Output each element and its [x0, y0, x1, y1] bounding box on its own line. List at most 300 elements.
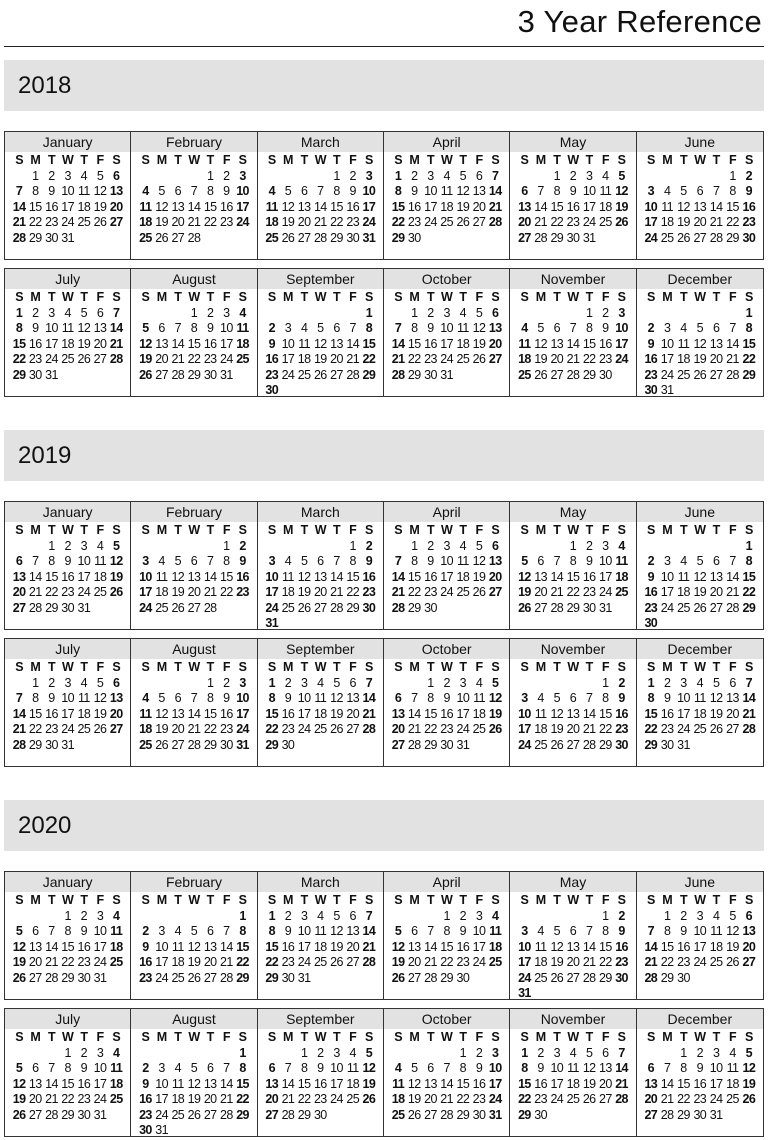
- day-cell: 22: [424, 722, 437, 736]
- day-cell: 27: [93, 352, 107, 366]
- weekday-header: T: [47, 153, 55, 167]
- day-cell: 14: [281, 1076, 295, 1091]
- day-cell: 11: [440, 184, 453, 198]
- day-cell: 20: [488, 569, 502, 584]
- day-cell: 19: [488, 706, 502, 721]
- day-cell: 30: [77, 1107, 91, 1122]
- day-cell: 24: [61, 215, 75, 229]
- day-cell: 25: [615, 585, 628, 599]
- day-cell: 9: [663, 691, 671, 705]
- month-february: [131, 132, 257, 259]
- day-cell: 11: [94, 554, 106, 568]
- weekday-header: T: [712, 1030, 720, 1044]
- day-cell: 13: [203, 939, 217, 954]
- day-cell: 26: [534, 367, 547, 382]
- day-cell: 17: [518, 955, 531, 969]
- month-january: [5, 132, 131, 259]
- day-cell: 13: [518, 199, 531, 214]
- day-cell: 7: [729, 321, 736, 335]
- day-cell: 5: [190, 1061, 198, 1075]
- day-cell: 5: [585, 1045, 593, 1060]
- day-cell: 7: [223, 1061, 230, 1075]
- day-cell: 22: [187, 352, 201, 366]
- day-cell: 19: [187, 955, 201, 969]
- day-cell: 6: [113, 168, 120, 183]
- empty-day: [280, 539, 296, 555]
- day-grid: [258, 152, 383, 246]
- day-cell: 31: [456, 737, 470, 752]
- day-cell: 19: [77, 336, 91, 351]
- day-grid: [258, 1029, 383, 1123]
- day-cell: 21: [28, 585, 42, 599]
- day-cell: 4: [394, 1061, 402, 1075]
- day-cell: 31: [220, 367, 233, 382]
- day-cell: 27: [566, 970, 580, 985]
- day-cell: 22: [440, 955, 454, 969]
- day-cell: 16: [281, 939, 295, 954]
- weekday-header: S: [267, 290, 276, 304]
- weekday-header: M: [409, 893, 420, 907]
- day-cell: 19: [550, 955, 564, 969]
- weekday-header: W: [441, 1030, 453, 1044]
- day-cell: 26: [709, 722, 723, 736]
- day-cell: 30: [644, 616, 658, 629]
- day-cell: 27: [518, 230, 531, 245]
- day-cell: 5: [745, 1045, 752, 1060]
- weekday-header: T: [47, 290, 55, 304]
- day-cell: 12: [93, 184, 107, 198]
- day-cell: 5: [696, 321, 703, 335]
- day-cell: 3: [64, 168, 71, 183]
- day-cell: 26: [12, 1107, 26, 1122]
- day-cell: 10: [362, 184, 376, 198]
- weekday-header: T: [585, 893, 593, 907]
- weekday-header: T: [206, 893, 214, 907]
- day-cell: 29: [599, 737, 612, 752]
- day-cell: 1: [602, 908, 609, 923]
- day-cell: 16: [456, 939, 470, 954]
- day-cell: 13: [550, 336, 564, 351]
- day-cell: 28: [391, 367, 405, 382]
- day-cell: 6: [394, 691, 402, 705]
- day-cell: 4: [618, 538, 625, 553]
- day-cell: 3: [521, 691, 528, 705]
- day-cell: 27: [203, 1107, 217, 1122]
- day-cell: 15: [61, 1076, 75, 1091]
- weekday-header: T: [206, 290, 214, 304]
- day-cell: 21: [566, 352, 580, 366]
- day-cell: 28: [742, 722, 756, 736]
- day-cell: 17: [93, 1076, 107, 1091]
- day-cell: 26: [472, 352, 486, 366]
- day-cell: 17: [61, 706, 75, 721]
- day-cell: 20: [28, 1092, 42, 1106]
- day-cell: 27: [171, 737, 185, 752]
- month-name: March: [258, 502, 383, 522]
- day-cell: 4: [443, 168, 450, 183]
- empty-day: [186, 676, 202, 692]
- day-cell: 23: [407, 215, 421, 229]
- empty-day: [264, 1046, 280, 1062]
- day-cell: 31: [61, 230, 75, 245]
- day-cell: 10: [265, 569, 279, 584]
- day-cell: 28: [660, 1107, 674, 1122]
- day-cell: 19: [155, 722, 168, 736]
- day-cell: 3: [618, 305, 625, 320]
- weekday-header: F: [601, 153, 609, 167]
- day-cell: 30: [139, 1123, 152, 1136]
- day-cell: 4: [459, 305, 467, 320]
- month-july: [5, 1009, 131, 1136]
- weekday-header: T: [712, 523, 720, 537]
- weekday-header: W: [694, 660, 706, 674]
- day-cell: 16: [599, 336, 612, 351]
- weekday-header: F: [728, 523, 737, 537]
- weekday-header: F: [601, 523, 609, 537]
- month-name: July: [5, 1009, 130, 1029]
- day-cell: 9: [349, 184, 356, 198]
- day-cell: 22: [582, 352, 596, 366]
- day-cell: 15: [677, 1076, 690, 1091]
- day-cell: 25: [313, 722, 327, 736]
- day-cell: 8: [48, 554, 55, 568]
- empty-day: [11, 1046, 27, 1062]
- month-name: September: [258, 1009, 383, 1029]
- day-cell: 11: [110, 1061, 123, 1075]
- day-cell: 27: [12, 600, 26, 615]
- day-cell: 5: [365, 1045, 373, 1060]
- day-cell: 19: [472, 336, 486, 351]
- day-cell: 12: [281, 199, 295, 214]
- day-cell: 9: [443, 691, 450, 705]
- day-cell: 19: [407, 1092, 421, 1106]
- day-cell: 12: [693, 336, 707, 351]
- day-cell: 21: [726, 585, 739, 599]
- day-cell: 18: [109, 939, 123, 954]
- day-cell: 10: [615, 321, 628, 335]
- day-cell: 22: [742, 352, 756, 366]
- day-cell: 23: [203, 352, 217, 366]
- day-cell: 5: [475, 538, 483, 553]
- day-cell: 6: [712, 554, 720, 568]
- day-cell: 9: [239, 554, 246, 568]
- day-cell: 11: [456, 321, 469, 335]
- weekday-header: S: [365, 660, 373, 674]
- day-cell: 12: [615, 184, 628, 198]
- day-cell: 23: [61, 585, 75, 599]
- day-cell: 27: [391, 737, 405, 752]
- day-cell: 11: [171, 939, 184, 954]
- day-cell: 27: [726, 722, 739, 736]
- day-cell: 26: [171, 600, 185, 615]
- day-cell: 6: [206, 1061, 214, 1075]
- day-cell: 24: [139, 600, 152, 615]
- month-february: [131, 872, 257, 999]
- day-cell: 24: [518, 970, 531, 985]
- empty-day: [708, 169, 724, 185]
- day-cell: 28: [171, 367, 185, 382]
- day-cell: 6: [647, 1061, 654, 1075]
- month-row: [4, 501, 764, 630]
- empty-day: [390, 1046, 406, 1062]
- weekday-header: W: [567, 1030, 579, 1044]
- day-cell: 24: [660, 600, 674, 615]
- day-cell: 13: [93, 321, 107, 335]
- weekday-header: W: [188, 523, 200, 537]
- day-cell: 29: [236, 970, 249, 985]
- day-cell: 21: [407, 722, 421, 736]
- day-cell: 18: [472, 706, 486, 721]
- empty-day: [692, 539, 708, 555]
- day-cell: 28: [582, 737, 596, 752]
- weekday-header: T: [47, 660, 55, 674]
- month-name: June: [637, 132, 763, 152]
- empty-day: [390, 539, 406, 555]
- day-cell: 25: [391, 1107, 405, 1122]
- day-cell: 3: [239, 675, 246, 690]
- weekday-header: F: [728, 290, 737, 304]
- empty-day: [692, 306, 708, 322]
- day-cell: 16: [472, 1076, 486, 1091]
- day-cell: 8: [745, 554, 752, 568]
- month-name: January: [5, 872, 130, 892]
- day-grid: [131, 892, 256, 986]
- day-cell: 29: [566, 600, 580, 615]
- month-april: [384, 502, 510, 629]
- month-august: [131, 1009, 257, 1136]
- empty-day: [11, 909, 27, 925]
- day-cell: 29: [236, 1107, 249, 1122]
- day-cell: 8: [521, 1061, 528, 1075]
- day-cell: 18: [155, 585, 168, 599]
- day-cell: 20: [726, 706, 739, 721]
- month-may: [510, 502, 636, 629]
- day-cell: 11: [171, 1076, 184, 1091]
- day-cell: 9: [223, 184, 230, 198]
- day-cell: 18: [534, 722, 547, 736]
- day-cell: 19: [313, 352, 327, 366]
- day-cell: 2: [647, 554, 654, 568]
- day-cell: 18: [236, 336, 249, 351]
- day-cell: 10: [220, 321, 233, 335]
- day-cell: 13: [709, 569, 723, 584]
- day-cell: 15: [45, 569, 58, 584]
- day-cell: 28: [550, 600, 564, 615]
- month-row: [4, 871, 764, 1000]
- day-cell: 11: [346, 1061, 359, 1075]
- day-cell: 13: [109, 184, 123, 198]
- day-cell: 16: [582, 569, 596, 584]
- day-cell: 23: [45, 215, 58, 229]
- day-grid: [510, 659, 635, 753]
- day-cell: 19: [726, 939, 739, 954]
- weekday-header: W: [441, 290, 453, 304]
- day-cell: 30: [77, 970, 91, 985]
- day-grid: [637, 522, 763, 629]
- month-january: [5, 872, 131, 999]
- day-cell: 6: [174, 184, 181, 198]
- day-cell: 11: [661, 199, 674, 214]
- day-cell: 12: [391, 939, 405, 954]
- day-cell: 21: [362, 706, 376, 721]
- day-cell: 2: [223, 675, 230, 690]
- day-cell: 9: [64, 554, 71, 568]
- day-cell: 21: [220, 1092, 233, 1106]
- day-cell: 12: [456, 184, 470, 198]
- empty-day: [659, 306, 675, 322]
- empty-day: [264, 169, 280, 185]
- day-cell: 6: [174, 691, 181, 705]
- weekday-header: M: [156, 893, 167, 907]
- day-cell: 15: [407, 569, 421, 584]
- day-cell: 5: [553, 691, 560, 705]
- weekday-header: W: [314, 290, 326, 304]
- month-august: [131, 269, 257, 396]
- day-cell: 21: [726, 352, 739, 366]
- day-cell: 24: [518, 737, 531, 752]
- day-cell: 3: [142, 554, 149, 568]
- day-cell: 7: [647, 924, 654, 938]
- day-cell: 6: [158, 321, 165, 335]
- day-cell: 1: [64, 908, 71, 923]
- day-cell: 11: [599, 184, 612, 198]
- day-grid: [5, 892, 130, 986]
- day-cell: 30: [45, 737, 58, 752]
- month-name: October: [384, 269, 509, 289]
- day-cell: 28: [566, 367, 580, 382]
- day-cell: 9: [585, 554, 593, 568]
- day-cell: 14: [362, 924, 376, 938]
- day-cell: 25: [660, 230, 674, 245]
- day-cell: 14: [582, 939, 596, 954]
- day-cell: 10: [660, 569, 674, 584]
- day-cell: 12: [407, 1076, 421, 1091]
- weekday-header: F: [475, 523, 483, 537]
- day-cell: 3: [663, 321, 671, 335]
- day-cell: 19: [330, 706, 343, 721]
- weekday-header: F: [96, 523, 104, 537]
- day-cell: 14: [220, 939, 233, 954]
- day-cell: 2: [696, 1045, 703, 1060]
- weekday-header: F: [475, 660, 483, 674]
- day-cell: 16: [440, 706, 454, 721]
- day-cell: 2: [284, 675, 292, 690]
- day-cell: 15: [742, 336, 756, 351]
- day-cell: 24: [236, 215, 249, 229]
- day-cell: 14: [424, 939, 437, 954]
- day-cell: 10: [456, 691, 470, 705]
- day-cell: 5: [158, 691, 165, 705]
- weekday-header: T: [174, 660, 182, 674]
- day-cell: 22: [265, 955, 279, 969]
- day-cell: 10: [518, 939, 531, 954]
- day-cell: 22: [566, 585, 580, 599]
- day-cell: 12: [12, 939, 26, 954]
- day-cell: 27: [346, 955, 360, 969]
- day-cell: 18: [93, 569, 107, 584]
- day-cell: 1: [239, 1045, 246, 1060]
- empty-day: [533, 676, 549, 692]
- day-cell: 11: [77, 691, 90, 705]
- day-cell: 28: [726, 600, 739, 615]
- day-cell: 19: [472, 569, 486, 584]
- day-cell: 3: [443, 538, 450, 553]
- day-cell: 13: [187, 569, 201, 584]
- weekday-header: T: [300, 523, 308, 537]
- weekday-header: S: [520, 290, 529, 304]
- day-cell: 23: [77, 955, 91, 969]
- day-cell: 24: [77, 585, 91, 599]
- day-cell: 9: [745, 184, 752, 198]
- day-cell: 6: [745, 908, 752, 923]
- weekday-header: S: [141, 1030, 150, 1044]
- empty-day: [137, 909, 153, 925]
- day-cell: 15: [12, 336, 26, 351]
- day-cell: 20: [203, 955, 217, 969]
- weekday-header: T: [553, 1030, 561, 1044]
- day-cell: 1: [602, 675, 609, 690]
- day-cell: 20: [488, 336, 502, 351]
- day-cell: 24: [236, 722, 249, 736]
- day-cell: 5: [317, 321, 324, 335]
- day-cell: 31: [297, 970, 311, 985]
- day-cell: 16: [45, 706, 58, 721]
- weekday-header: M: [30, 290, 41, 304]
- day-cell: 20: [171, 215, 185, 229]
- day-cell: 2: [475, 1045, 483, 1060]
- day-cell: 2: [663, 675, 671, 690]
- day-cell: 16: [693, 1076, 707, 1091]
- day-cell: 2: [365, 538, 373, 553]
- day-cell: 25: [171, 970, 185, 985]
- day-cell: 19: [12, 1092, 26, 1106]
- month-october: [384, 1009, 510, 1136]
- day-cell: 14: [550, 569, 564, 584]
- day-cell: 28: [12, 737, 26, 752]
- day-cell: 20: [644, 1092, 658, 1106]
- weekday-header: W: [694, 290, 706, 304]
- day-cell: 27: [488, 585, 502, 599]
- weekday-header: S: [617, 290, 626, 304]
- day-cell: 28: [187, 737, 201, 752]
- day-cell: 26: [330, 955, 343, 969]
- day-cell: 22: [265, 722, 279, 736]
- day-cell: 7: [553, 554, 560, 568]
- weekday-header: S: [394, 523, 402, 537]
- day-cell: 5: [284, 184, 292, 198]
- weekday-header: T: [426, 1030, 434, 1044]
- weekday-header: T: [459, 1030, 467, 1044]
- day-cell: 8: [585, 321, 593, 335]
- day-cell: 15: [346, 569, 360, 584]
- day-cell: 7: [190, 184, 198, 198]
- day-cell: 20: [709, 585, 723, 599]
- day-cell: 26: [742, 1092, 756, 1106]
- day-cell: 8: [729, 184, 736, 198]
- day-cell: 1: [411, 305, 418, 320]
- day-cell: 24: [615, 352, 628, 366]
- day-cell: 18: [660, 215, 674, 229]
- day-cell: 23: [472, 1092, 486, 1106]
- day-cell: 29: [726, 230, 739, 245]
- day-cell: 3: [696, 908, 703, 923]
- day-cell: 12: [330, 924, 343, 938]
- weekday-header: M: [409, 290, 420, 304]
- day-cell: 11: [265, 199, 278, 214]
- day-cell: 22: [28, 722, 42, 736]
- month-name: February: [131, 502, 256, 522]
- month-name: September: [258, 639, 383, 659]
